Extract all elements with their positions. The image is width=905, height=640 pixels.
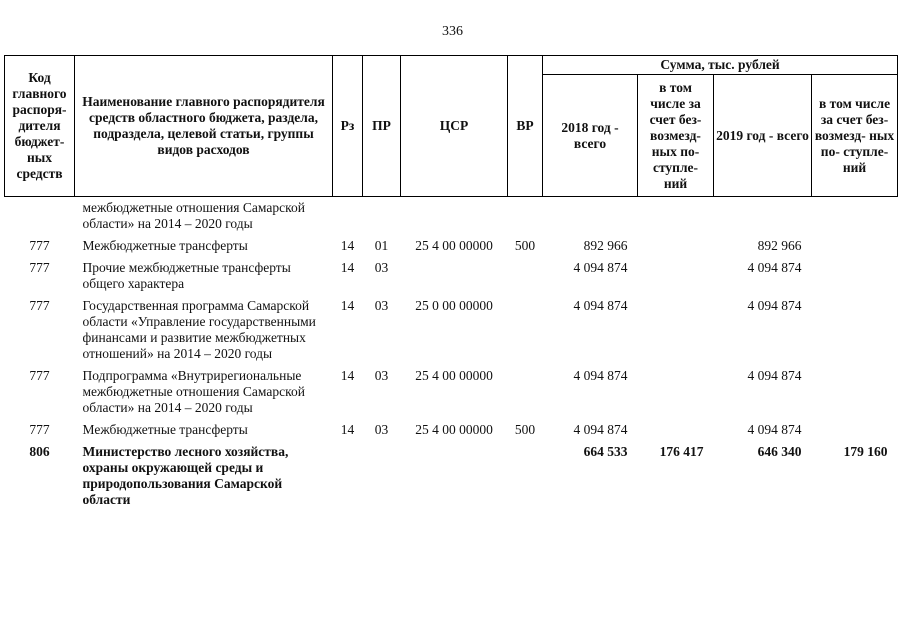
cell-free-2019: [812, 236, 898, 258]
table-row: [5, 197, 898, 237]
cell-free-2019: [812, 366, 898, 420]
cell-rz: [333, 197, 363, 237]
cell-csr: [401, 258, 508, 296]
cell-vr: [508, 442, 543, 512]
cell-rz: 14: [340, 368, 355, 383]
table-row: [5, 296, 898, 366]
cell-name: Межбюджетные трансферты: [82, 422, 248, 437]
table-body: [5, 197, 898, 513]
cell-csr: 25 0 00 00000: [415, 298, 493, 313]
cell-code: 777: [29, 260, 50, 275]
cell-csr: 25 4 00 00000: [415, 368, 493, 383]
header-pr: ПР: [363, 56, 401, 197]
cell-code: 777: [29, 298, 50, 313]
header-total-2018: 2018 год - всего: [543, 75, 638, 197]
cell-pr: 03: [374, 368, 389, 383]
table-header: [5, 56, 898, 197]
table-row: [5, 442, 898, 512]
cell-rz: 14: [340, 422, 355, 437]
cell-code: 806: [29, 444, 50, 459]
cell-csr: [401, 442, 508, 512]
cell-total-2018: 4 094 874: [573, 422, 628, 437]
budget-table: [4, 55, 898, 512]
cell-free-2019: [812, 420, 898, 442]
header-csr: ЦСР: [401, 56, 508, 197]
cell-total-2018: 4 094 874: [573, 368, 628, 383]
cell-total-2019: 646 340: [757, 444, 802, 459]
header-free-2019: в том числе за счет без- возмезд- ных по- ступле- ний: [812, 75, 898, 197]
cell-code: [5, 197, 75, 237]
header-code: Код главного распоря- дителя бюджет- ных средств: [5, 56, 75, 197]
header-free-2018: в том числе за счет без- возмезд- ных по- ступле- ний: [638, 75, 714, 197]
table-row: [5, 258, 898, 296]
cell-code: 777: [29, 422, 50, 437]
cell-name: межбюджетные отношения Самарской области» на 2014 – 2020 годы: [82, 200, 305, 231]
cell-vr: 500: [514, 238, 536, 253]
cell-total-2018: 664 533: [583, 444, 628, 459]
cell-total-2019: 4 094 874: [747, 298, 802, 313]
cell-rz: [333, 442, 363, 512]
header-vr: ВР: [508, 56, 543, 197]
cell-free-2018: [638, 197, 714, 237]
cell-rz: 14: [340, 238, 355, 253]
cell-name: Прочие межбюджетные трансферты общего характера: [82, 260, 291, 291]
cell-free-2018: [638, 366, 714, 420]
cell-total-2019: 4 094 874: [747, 368, 802, 383]
cell-vr: 500: [514, 422, 536, 437]
cell-csr: 25 4 00 00000: [415, 238, 493, 253]
cell-rz: 14: [340, 260, 355, 275]
cell-csr: [401, 197, 508, 237]
page-number: 336: [442, 24, 463, 39]
table-row: [5, 420, 898, 442]
cell-total-2018: 892 966: [583, 238, 628, 253]
cell-free-2018: [638, 236, 714, 258]
table-row: [5, 236, 898, 258]
cell-vr: [508, 258, 543, 296]
header-rz: Рз: [333, 56, 363, 197]
cell-free-2019: [812, 197, 898, 237]
cell-code: 777: [29, 238, 50, 253]
cell-pr: 03: [374, 422, 389, 437]
cell-free-2018: [638, 420, 714, 442]
header-name: Наименование главного распорядителя средств областного бюджета, раздела, подраздела, целевой статьи, группы видов расходов: [75, 56, 333, 197]
cell-free-2019: 179 160: [843, 444, 888, 459]
cell-total-2019: 4 094 874: [747, 260, 802, 275]
cell-name: Подпрограмма «Внутрирегиональные межбюджетные отношения Самарской области» на 2014 – 2020 годы: [82, 368, 305, 415]
cell-vr: [508, 296, 543, 366]
cell-free-2018: [638, 296, 714, 366]
cell-total-2018: [543, 197, 638, 237]
table-row: [5, 366, 898, 420]
cell-csr: 25 4 00 00000: [415, 422, 493, 437]
cell-name: Межбюджетные трансферты: [82, 238, 248, 253]
cell-total-2018: 4 094 874: [573, 298, 628, 313]
header-total-2019: 2019 год - всего: [714, 75, 812, 197]
cell-pr: 03: [374, 298, 389, 313]
cell-total-2018: 4 094 874: [573, 260, 628, 275]
cell-total-2019: 4 094 874: [747, 422, 802, 437]
cell-total-2019: 892 966: [757, 238, 802, 253]
cell-total-2019: [714, 197, 812, 237]
cell-name: Государственная программа Самарской области «Управление государственными финансами и развитие межбюджетных отношений» на 2014 – 2020 годы: [82, 298, 316, 361]
cell-code: 777: [29, 368, 50, 383]
cell-pr: [363, 197, 401, 237]
cell-free-2018: [638, 258, 714, 296]
cell-vr: [508, 197, 543, 237]
cell-pr: 01: [374, 238, 389, 253]
cell-rz: 14: [340, 298, 355, 313]
cell-free-2019: [812, 258, 898, 296]
cell-pr: [363, 442, 401, 512]
cell-free-2018: 176 417: [659, 444, 704, 459]
cell-free-2019: [812, 296, 898, 366]
cell-name: Министерство лесного хозяйства, охраны окружающей среды и природопользования Самарской области: [82, 444, 289, 507]
cell-pr: 03: [374, 260, 389, 275]
cell-vr: [508, 366, 543, 420]
header-sum-group: Сумма, тыс. рублей: [543, 56, 898, 75]
